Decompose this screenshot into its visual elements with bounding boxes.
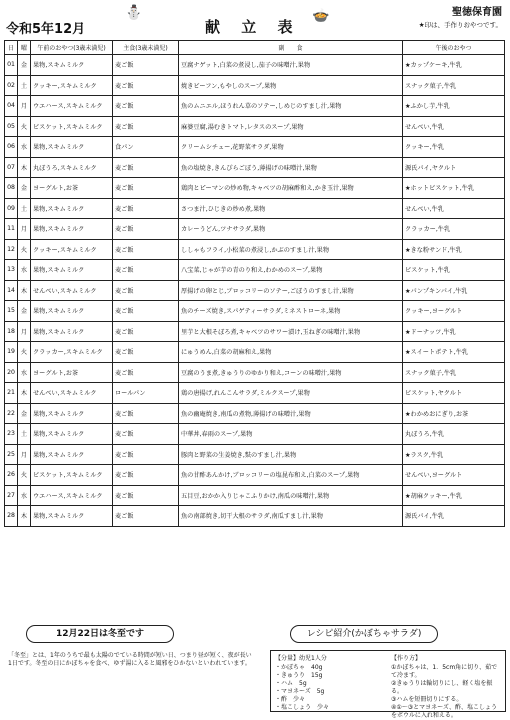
weekday-cell: 水 — [18, 137, 31, 158]
weekday-cell: 金 — [18, 301, 31, 322]
am-snack-cell: 果物,スキムミルク — [31, 321, 113, 342]
menu-row — [5, 465, 505, 486]
menu-row — [5, 362, 505, 383]
menu-row — [5, 342, 505, 363]
weekday-cell: 木 — [18, 280, 31, 301]
staple-cell: 麦ご飯 — [113, 219, 179, 240]
day-cell: 14 — [5, 280, 18, 301]
side-dish-cell: カレーうどん,ツナサラダ,果物 — [179, 219, 403, 240]
steps-title: 【作り方】 — [391, 655, 422, 662]
menu-row — [5, 239, 505, 260]
am-snack-cell: ヨーグルト,お茶 — [31, 178, 113, 199]
day-cell: 06 — [5, 137, 18, 158]
am-snack-cell: 果物,スキムミルク — [31, 403, 113, 424]
staple-cell: 食パン — [113, 137, 179, 158]
side-dish-cell: 五目豆,おかか入りじゃこふりかけ,南瓜の味噌汁,果物 — [179, 485, 403, 506]
pm-snack-cell: せんべい,ヨーグルト — [403, 465, 505, 486]
staple-cell: ロールパン — [113, 383, 179, 404]
weekday-cell: 木 — [18, 506, 31, 527]
day-cell: 13 — [5, 260, 18, 281]
weekday-cell: 木 — [18, 157, 31, 178]
day-cell: 08 — [5, 178, 18, 199]
side-dish-cell: 魚のチーズ焼き,スパゲティーサラダ,ミネストローネ,果物 — [179, 301, 403, 322]
menu-table — [4, 40, 505, 527]
menu-row — [5, 260, 505, 281]
menu-row — [5, 157, 505, 178]
side-dish-cell: 里芋と大根そぼろ煮,キャベツのサワー漬け,玉ねぎの味噌汁,果物 — [179, 321, 403, 342]
pm-snack-cell: クッキー,ヨーグルト — [403, 301, 505, 322]
menu-title: 献 立 表 — [205, 18, 301, 36]
weekday-cell: 土 — [18, 75, 31, 96]
am-snack-cell: せんべい,スキムミルク — [31, 280, 113, 301]
staple-cell: 麦ご飯 — [113, 96, 179, 117]
day-cell: 15 — [5, 301, 18, 322]
column-header: 副 食 — [179, 41, 403, 55]
pm-snack-cell: ★きな粉サンド,牛乳 — [403, 239, 505, 260]
header — [0, 0, 510, 40]
am-snack-cell: 果物,スキムミルク — [31, 260, 113, 281]
winter-intro: 「冬至」とは、1年のうちで最も太陽のでている時間が短い日、つまり昼が短く、夜が長い1日です。冬至の日にかぼちゃを食べ、ゆず湯に入ると風邪をひかないといわれています。 — [8, 652, 252, 667]
staple-cell: 麦ご飯 — [113, 55, 179, 76]
weekday-cell: 水 — [18, 485, 31, 506]
recipe-step: ①かぼちゃは、1．5cm角に切り、茹でて冷ます。 — [391, 664, 498, 679]
menu-row — [5, 75, 505, 96]
day-cell: 09 — [5, 198, 18, 219]
side-dish-cell: 鶏肉とピーマンの炒め物,キャベツの胡麻酢和え,かき玉汁,果物 — [179, 178, 403, 199]
am-snack-cell: せんべい,スキムミルク — [31, 383, 113, 404]
day-cell: 11 — [5, 219, 18, 240]
ingredient-item: ・マヨネーズ 5g — [275, 688, 325, 695]
am-snack-cell: 果物,スキムミルク — [31, 444, 113, 465]
am-snack-cell: 果物,スキムミルク — [31, 137, 113, 158]
staple-cell: 麦ご飯 — [113, 75, 179, 96]
side-dish-cell: 厚揚げの卵とじ,ブロッコリーのソテー,ごぼうのすまし汁,果物 — [179, 280, 403, 301]
month-title: 令和5年12月 — [6, 22, 86, 37]
day-cell: 05 — [5, 116, 18, 137]
am-snack-cell: 果物,スキムミルク — [31, 219, 113, 240]
menu-row — [5, 301, 505, 322]
menu-row — [5, 55, 505, 76]
weekday-cell: 月 — [18, 444, 31, 465]
step-list — [391, 664, 503, 720]
weekday-cell: 火 — [18, 116, 31, 137]
day-cell: 22 — [5, 403, 18, 424]
am-snack-cell: 果物,スキムミルク — [31, 301, 113, 322]
weekday-cell: 金 — [18, 178, 31, 199]
pm-snack-cell: ★胡麻クッキー,牛乳 — [403, 485, 505, 506]
side-dish-cell: 豆腐のうま煮,きゅうりのゆかり和え,コーンの味噌汁,果物 — [179, 362, 403, 383]
staple-cell: 麦ご飯 — [113, 239, 179, 260]
side-dish-cell: ししゃもフライ,小松菜の煮浸し,かぶのすまし汁,果物 — [179, 239, 403, 260]
day-cell: 21 — [5, 383, 18, 404]
pm-snack-cell: せんべい,牛乳 — [403, 116, 505, 137]
am-snack-cell: ヨーグルト,お茶 — [31, 362, 113, 383]
am-snack-cell: クラッカー,スキムミルク — [31, 342, 113, 363]
pm-snack-cell: ★ドーナッツ,牛乳 — [403, 321, 505, 342]
staple-cell: 麦ご飯 — [113, 280, 179, 301]
day-cell: 20 — [5, 362, 18, 383]
weekday-cell: 水 — [18, 260, 31, 281]
day-cell: 07 — [5, 157, 18, 178]
food-bowl-icon: 🍲 — [312, 8, 330, 24]
side-dish-cell: 鶏の唐揚げ,れんこんサラダ,ミルクスープ,果物 — [179, 383, 403, 404]
menu-row — [5, 321, 505, 342]
weekday-cell: 金 — [18, 55, 31, 76]
menu-row — [5, 198, 505, 219]
staple-cell: 麦ご飯 — [113, 424, 179, 445]
weekday-cell: 金 — [18, 403, 31, 424]
staple-cell: 麦ご飯 — [113, 260, 179, 281]
side-dish-cell: 豚肉と野菜の生姜焼き,麩のすまし汁,果物 — [179, 444, 403, 465]
menu-row — [5, 403, 505, 424]
recipe-title: レシピ紹介(かぼちゃサラダ) — [290, 625, 438, 643]
menu-row — [5, 506, 505, 527]
homemade-note: ★印は、手作りおやつです。 — [418, 21, 502, 29]
menu-row — [5, 485, 505, 506]
side-dish-cell: 魚の南部焼き,切干大根のサラダ,南瓜すまし汁,果物 — [179, 506, 403, 527]
day-cell: 26 — [5, 465, 18, 486]
day-cell: 01 — [5, 55, 18, 76]
am-snack-cell: ウエハース,スキムミルク — [31, 96, 113, 117]
weekday-cell: 土 — [18, 424, 31, 445]
column-header: 曜 — [18, 41, 31, 55]
day-cell: 12 — [5, 239, 18, 260]
menu-row — [5, 137, 505, 158]
menu-row — [5, 424, 505, 445]
snowman-icon: ⛄ — [125, 5, 143, 21]
pm-snack-cell: ★パンプキンパイ,牛乳 — [403, 280, 505, 301]
day-cell: 27 — [5, 485, 18, 506]
school-name: 聖徳保育園 — [452, 7, 502, 18]
pm-snack-cell: ★スイートポテト,牛乳 — [403, 342, 505, 363]
menu-row — [5, 444, 505, 465]
day-cell: 19 — [5, 342, 18, 363]
pm-snack-cell: ★カップケーキ,牛乳 — [403, 55, 505, 76]
staple-cell: 麦ご飯 — [113, 444, 179, 465]
pm-snack-cell: ビスケット,ヤクルト — [403, 383, 505, 404]
staple-cell: 麦ご飯 — [113, 198, 179, 219]
ingredient-item: ・かぼちゃ 40g — [275, 664, 323, 671]
side-dish-cell: 豆腐ナゲット,白菜の煮浸し,茄子の味噌汁,果物 — [179, 55, 403, 76]
day-cell: 04 — [5, 96, 18, 117]
column-header: 午後のおやつ — [403, 41, 505, 55]
staple-cell: 麦ご飯 — [113, 301, 179, 322]
staple-cell: 麦ご飯 — [113, 506, 179, 527]
side-dish-cell: 魚の幽庵焼き,南瓜の煮物,薄揚げの味噌汁,果物 — [179, 403, 403, 424]
side-dish-cell: さつま汁,ひじきの炒め煮,果物 — [179, 198, 403, 219]
pm-snack-cell: 源氏パイ,牛乳 — [403, 506, 505, 527]
column-header: 日 — [5, 41, 18, 55]
day-cell: 28 — [5, 506, 18, 527]
menu-row — [5, 116, 505, 137]
weekday-cell: 木 — [18, 383, 31, 404]
staple-cell: 麦ご飯 — [113, 362, 179, 383]
side-dish-cell: にゅうめん,白菜の胡麻和え,果物 — [179, 342, 403, 363]
recipe-step: ②きゅうりは輪切りにし、軽く塩を振る。 — [391, 680, 493, 695]
pm-snack-cell: ビスケット,牛乳 — [403, 260, 505, 281]
weekday-cell: 水 — [18, 362, 31, 383]
menu-row — [5, 178, 505, 199]
winter-solstice-panel — [4, 650, 256, 712]
ingredient-list — [275, 664, 385, 712]
side-dish-cell: クリームシチュー,花野菜サラダ,果物 — [179, 137, 403, 158]
ingredient-item: ・きゅうり 15g — [275, 672, 323, 679]
ingredient-item: ・ハム 5g — [275, 680, 307, 687]
staple-cell: 麦ご飯 — [113, 157, 179, 178]
am-snack-cell: ビスケット,スキムミルク — [31, 116, 113, 137]
weekday-cell: 火 — [18, 465, 31, 486]
am-snack-cell: 果物,スキムミルク — [31, 55, 113, 76]
weekday-cell: 月 — [18, 321, 31, 342]
staple-cell: 麦ご飯 — [113, 342, 179, 363]
weekday-cell: 月 — [18, 96, 31, 117]
serving: 【分量】幼児1人分 — [275, 655, 327, 662]
am-snack-cell: ウエハース,スキムミルク — [31, 485, 113, 506]
side-dish-cell: 魚の塩焼き,きんぴらごぼう,薄揚げの味噌汁,果物 — [179, 157, 403, 178]
staple-cell: 麦ご飯 — [113, 465, 179, 486]
menu-row — [5, 219, 505, 240]
am-snack-cell: 果物,スキムミルク — [31, 506, 113, 527]
am-snack-cell: クッキー,スキムミルク — [31, 239, 113, 260]
side-dish-cell: 魚の甘酢あんかけ,ブロッコリーの塩昆布和え,白菜のスープ,果物 — [179, 465, 403, 486]
weekday-cell: 土 — [18, 198, 31, 219]
day-cell: 18 — [5, 321, 18, 342]
side-dish-cell: 魚のムニエル,ほうれん草のソテー,しめじのすまし汁,果物 — [179, 96, 403, 117]
pm-snack-cell: ★ふかし芋,牛乳 — [403, 96, 505, 117]
staple-cell: 麦ご飯 — [113, 116, 179, 137]
side-dish-cell: 焼きビーフン,もやしのスープ,果物 — [179, 75, 403, 96]
column-header: 午前のおやつ(3歳未満児) — [31, 41, 113, 55]
column-header: 主食(3歳未満児) — [113, 41, 179, 55]
side-dish-cell: 中華丼,春雨のスープ,果物 — [179, 424, 403, 445]
winter-solstice-title: 12月22日は冬至です — [26, 625, 174, 643]
pm-snack-cell: スナック菓子,牛乳 — [403, 75, 505, 96]
pm-snack-cell: スナック菓子,牛乳 — [403, 362, 505, 383]
am-snack-cell: クッキー,スキムミルク — [31, 75, 113, 96]
am-snack-cell: ビスケット,スキムミルク — [31, 465, 113, 486]
menu-row — [5, 383, 505, 404]
staple-cell: 麦ご飯 — [113, 403, 179, 424]
am-snack-cell: 果物,スキムミルク — [31, 424, 113, 445]
staple-cell: 麦ご飯 — [113, 178, 179, 199]
side-dish-cell: 麻婆豆腐,湯むきトマト,レタスのスープ,果物 — [179, 116, 403, 137]
menu-row — [5, 280, 505, 301]
menu-row — [5, 96, 505, 117]
recipe-step: ④①～③とマヨネーズ、酢、塩こしょうをボウルに入れ和える。 — [391, 704, 498, 719]
am-snack-cell: 丸ぼうろ,スキムミルク — [31, 157, 113, 178]
pm-snack-cell: ★ラスク,牛乳 — [403, 444, 505, 465]
ingredient-item: ・酢 少々 — [275, 696, 306, 703]
day-cell: 25 — [5, 444, 18, 465]
pm-snack-cell: クッキー,牛乳 — [403, 137, 505, 158]
recipe-panel — [270, 650, 506, 719]
recipe-step: ③ハムを短冊切りにする。 — [391, 696, 463, 703]
weekday-cell: 火 — [18, 239, 31, 260]
side-dish-cell: 八宝菜,じゃが芋の青のり和え,わかめのスープ,果物 — [179, 260, 403, 281]
staple-cell: 麦ご飯 — [113, 485, 179, 506]
pm-snack-cell: ★わかめおにぎり,お茶 — [403, 403, 505, 424]
weekday-cell: 月 — [18, 219, 31, 240]
pm-snack-cell: 丸ぼうろ,牛乳 — [403, 424, 505, 445]
day-cell: 02 — [5, 75, 18, 96]
pm-snack-cell: クラッカー,牛乳 — [403, 219, 505, 240]
am-snack-cell: 果物,スキムミルク — [31, 198, 113, 219]
pm-snack-cell: ★ホットビスケット,牛乳 — [403, 178, 505, 199]
weekday-cell: 火 — [18, 342, 31, 363]
staple-cell: 麦ご飯 — [113, 321, 179, 342]
ingredient-item: ・塩こしょう 少々 — [275, 704, 330, 711]
pm-snack-cell: せんべい,牛乳 — [403, 198, 505, 219]
day-cell: 23 — [5, 424, 18, 445]
pm-snack-cell: 源氏パイ,ヤクルト — [403, 157, 505, 178]
